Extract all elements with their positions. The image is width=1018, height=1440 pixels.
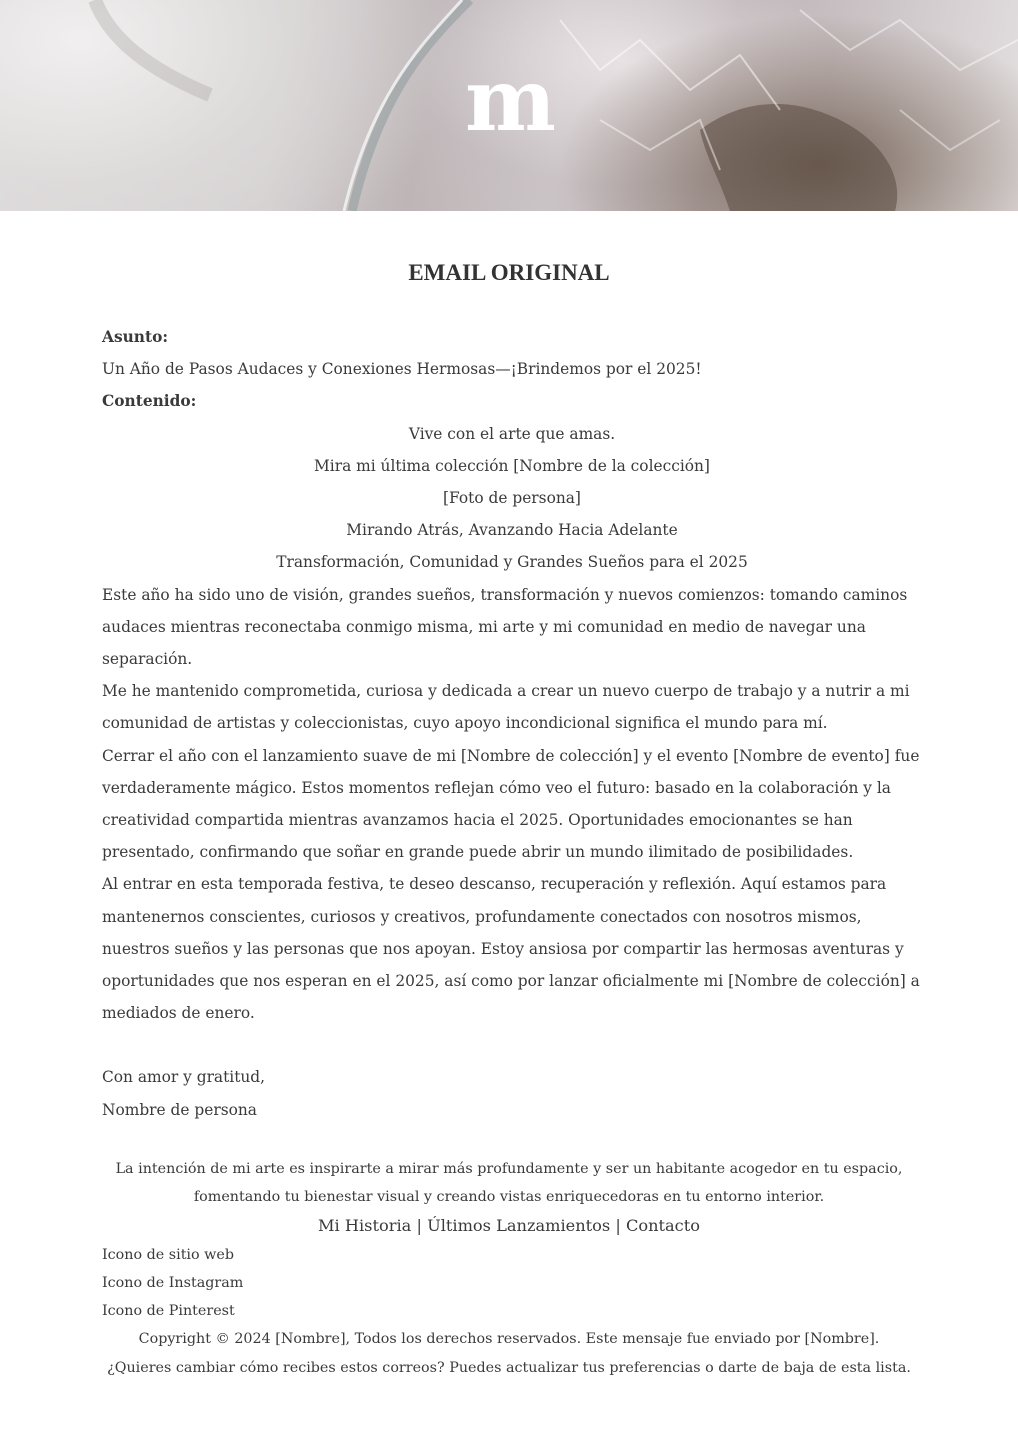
body-paragraph: Cerrar el año con el lanzamiento suave de mi [Nombre de colección] y el evento [Nombre de evento] fue verdaderamente mágico. Estos momentos reflejan cómo veo el futuro: basado en la colaboración y la creatividad compartida mientras avanzamos hacia el 2025. Oportunidades emocionantes se han presentado, confirmando que soñar en grande puede abrir un mundo ilimitado de posibilidades. xyxy=(102,746,920,862)
preferences-text: ¿Quieres cambiar cómo recibes estos correos? Puedes actualizar tus preferencias o darte de baja de esta lista. xyxy=(107,1360,911,1376)
link-separator: | xyxy=(411,1216,428,1235)
brand-logo: m xyxy=(465,50,553,151)
signature: Nombre de persona xyxy=(102,1100,257,1119)
link-latest-launches[interactable]: Últimos Lanzamientos xyxy=(427,1216,611,1235)
centered-line: Transformación, Comunidad y Grandes Sueños para el 2025 xyxy=(276,553,748,572)
pinterest-icon[interactable]: Icono de Pinterest xyxy=(102,1303,235,1319)
body-paragraph: Me he mantenido comprometida, curiosa y dedicada a crear un nuevo cuerpo de trabajo y a nutrir a mi comunidad de artistas y coleccionistas, cuyo apoyo incondicional significa el mundo para mí. xyxy=(102,682,910,733)
header-image xyxy=(0,0,1018,211)
centered-line: Mirando Atrás, Avanzando Hacia Adelante xyxy=(346,521,678,540)
instagram-icon[interactable]: Icono de Instagram xyxy=(102,1275,244,1291)
tagline-line: La intención de mi arte es inspirarte a mirar más profundamente y ser un habitante acogedor en tu espacio, xyxy=(115,1161,903,1177)
subject-label: Asunto: xyxy=(102,328,169,346)
email-footer xyxy=(102,1155,916,1383)
closing-line: Con amor y gratitud, xyxy=(102,1068,266,1087)
email-content xyxy=(102,321,922,1126)
spacer xyxy=(102,1029,922,1061)
page-title: EMAIL ORIGINAL xyxy=(408,260,610,285)
body-paragraph: Este año ha sido uno de visión, grandes sueños, transformación y nuevos comienzos: tomando caminos audaces mientras reconectaba conmigo misma, mi arte y mi comunidad en medio de navegar una separación. xyxy=(102,585,908,669)
link-separator: | xyxy=(610,1216,626,1235)
tagline-line: fomentando tu bienestar visual y creando vistas enriquecedoras en tu entorno interior. xyxy=(193,1189,825,1205)
subject-text: Un Año de Pasos Audaces y Conexiones Hermosas—¡Brindemos por el 2025! xyxy=(102,360,702,379)
social-icons-list xyxy=(102,1241,916,1325)
copyright-text: Copyright © 2024 [Nombre], Todos los derechos reservados. Este mensaje fue enviado por [Nombre]. xyxy=(138,1331,880,1347)
link-contact[interactable]: Contacto xyxy=(625,1216,700,1235)
body-paragraph: Al entrar en esta temporada festiva, te deseo descanso, recuperación y reflexión. Aquí estamos para mantenernos conscientes, curiosos y creativos, profundamente conectados con nosotros mismos, nuestros sueños y las personas que nos apoyan. Estoy ansiosa por compartir las hermosas aventuras y oportunidades que nos esperan en el 2025, así como por lanzar oficialmente mi [Nombre de colección] a mediados de enero. xyxy=(102,875,920,1023)
website-icon[interactable]: Icono de sitio web xyxy=(102,1247,235,1263)
content-label: Contenido: xyxy=(102,392,197,411)
link-history[interactable]: Mi Historia xyxy=(317,1216,412,1235)
centered-line: Mira mi última colección [Nombre de la colección] xyxy=(314,456,710,475)
centered-line: Vive con el arte que amas. xyxy=(408,424,616,443)
footer-links xyxy=(102,1211,916,1241)
centered-line: [Foto de persona] xyxy=(443,489,581,508)
